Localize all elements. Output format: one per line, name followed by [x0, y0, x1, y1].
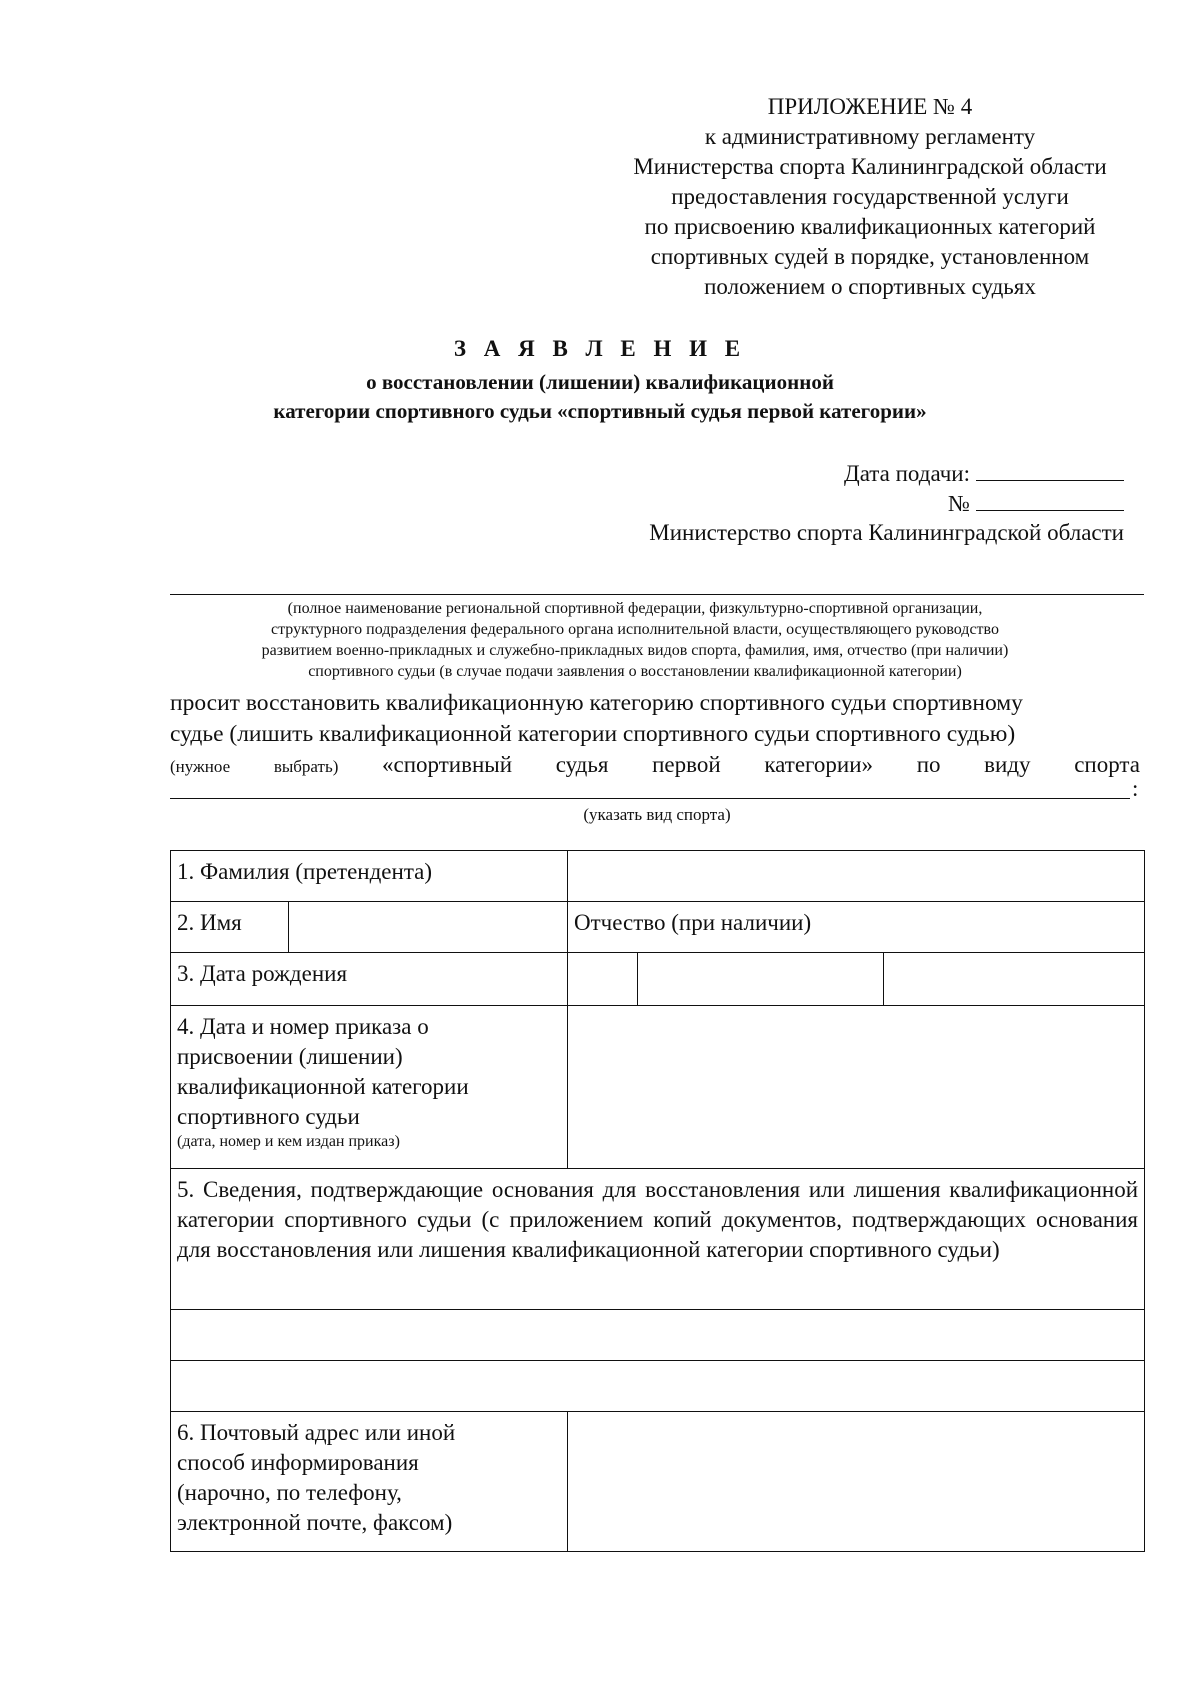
order-info-line: квалификационной категории	[177, 1074, 469, 1099]
submission-number-label: №	[948, 491, 970, 516]
patronymic-label[interactable]: Отчество (при наличии)	[568, 902, 1145, 953]
contact-line: электронной почте, факсом)	[177, 1510, 453, 1535]
grounds-label: 5. Сведения, подтверждающие основания для восстановления или лишения квалификационной категории спортивного судьи (с приложением копий документов, подтверждающих основания для восстановления или лишения квалификационной категории спортивного судьи)	[171, 1169, 1145, 1310]
document-title: З А Я В Л Е Н И Е	[453, 336, 747, 361]
request-word: (нужное	[170, 757, 231, 776]
sport-type-line[interactable]	[170, 798, 1130, 799]
request-word: первой	[652, 752, 721, 777]
birthdate-day-cell[interactable]	[568, 953, 638, 1006]
table-row	[171, 1412, 1145, 1552]
request-word: судья	[555, 752, 609, 777]
contact-input-cell[interactable]	[568, 1412, 1145, 1552]
appendix-line: предоставления государственной услуги	[671, 184, 1069, 209]
appendix-title: ПРИЛОЖЕНИЕ № 4	[767, 94, 973, 119]
applicant-note-line: структурного подразделения федерального органа исполнительной власти, осуществляющего руководство	[271, 621, 999, 638]
order-info-input-cell[interactable]	[568, 1006, 1145, 1169]
birthdate-label: 3. Дата рождения	[171, 953, 568, 1006]
grounds-input-row-1[interactable]	[171, 1310, 1145, 1361]
contact-line: (нарочно, по телефону,	[177, 1480, 402, 1505]
table-row	[171, 953, 1145, 1006]
submission-number-row	[948, 490, 1124, 518]
appendix-line: к административному регламенту	[704, 124, 1036, 149]
submission-number-field[interactable]	[976, 490, 1124, 511]
surname-label: 1. Фамилия (претендента)	[171, 851, 568, 902]
name-label: 2. Имя	[171, 902, 289, 953]
appendix-block	[590, 92, 1150, 302]
request-word: виду	[984, 752, 1031, 777]
request-word: категории»	[764, 752, 874, 777]
request-line-3	[170, 750, 1140, 782]
order-info-line: спортивного судьи	[177, 1104, 360, 1129]
applicant-note-line: (полное наименование региональной спортивной федерации, физкультурно-спортивной организации,	[287, 600, 983, 617]
request-word: «спортивный	[382, 752, 513, 777]
order-info-label	[171, 1006, 568, 1169]
appendix-line: спортивных судей в порядке, установленном	[650, 244, 1090, 269]
submission-date-label: Дата подачи:	[844, 461, 970, 486]
name-input-cell[interactable]	[289, 902, 568, 953]
surname-input-cell[interactable]	[568, 851, 1145, 902]
appendix-line: положением о спортивных судьях	[704, 274, 1036, 299]
applicant-note-line: развитием военно-прикладных и служебно-прикладных видов спорта, фамилия, имя, отчество (при наличии)	[261, 642, 1009, 659]
table-row	[171, 1361, 1145, 1412]
applicant-note	[160, 598, 1110, 682]
table-row	[171, 851, 1145, 902]
applicant-name-line[interactable]	[170, 594, 1144, 595]
contact-label	[171, 1412, 568, 1552]
birthdate-month-cell[interactable]	[638, 953, 884, 1006]
submission-date-row	[844, 460, 1124, 488]
table-row	[171, 1169, 1145, 1310]
table-row	[171, 1006, 1145, 1169]
document-subtitle	[150, 368, 1050, 426]
order-info-line: присвоении (лишении)	[177, 1044, 403, 1069]
contact-line: 6. Почтовый адрес или иной	[177, 1420, 456, 1445]
appendix-line: Министерства спорта Калининградской области	[633, 154, 1107, 179]
contact-line: способ информирования	[177, 1450, 419, 1475]
order-info-note: (дата, номер и кем издан приказ)	[177, 1133, 400, 1150]
birthdate-year-cell[interactable]	[884, 953, 1145, 1006]
request-word: спорта	[1074, 752, 1140, 777]
applicant-note-line: спортивного судьи (в случае подачи заявления о восстановлении квалификационной категории)	[308, 663, 962, 680]
recipient-ministry: Министерство спорта Калининградской области	[649, 520, 1124, 545]
order-info-line: 4. Дата и номер приказа о	[177, 1014, 429, 1039]
sport-type-hint: (указать вид спорта)	[583, 805, 731, 824]
request-line-2: судье (лишить квалификационной категории спортивного судьи спортивного судью)	[170, 721, 1016, 747]
request-word: выбрать)	[273, 757, 339, 776]
table-row	[171, 902, 1145, 953]
subtitle-line-2: категории спортивного судьи «спортивный судья первой категории»	[273, 399, 927, 423]
submission-date-field[interactable]	[976, 460, 1124, 481]
grounds-input-row-2[interactable]	[171, 1361, 1145, 1412]
sport-type-colon: :	[1132, 776, 1139, 801]
application-form-table	[170, 850, 1145, 1552]
request-word: по	[916, 752, 941, 777]
table-row	[171, 1310, 1145, 1361]
appendix-line: по присвоению квалификационных категорий	[644, 214, 1096, 239]
subtitle-line-1: о восстановлении (лишении) квалификационной	[366, 370, 834, 394]
request-line-1: просит восстановить квалификационную категорию спортивного судьи спортивному	[170, 690, 1023, 716]
